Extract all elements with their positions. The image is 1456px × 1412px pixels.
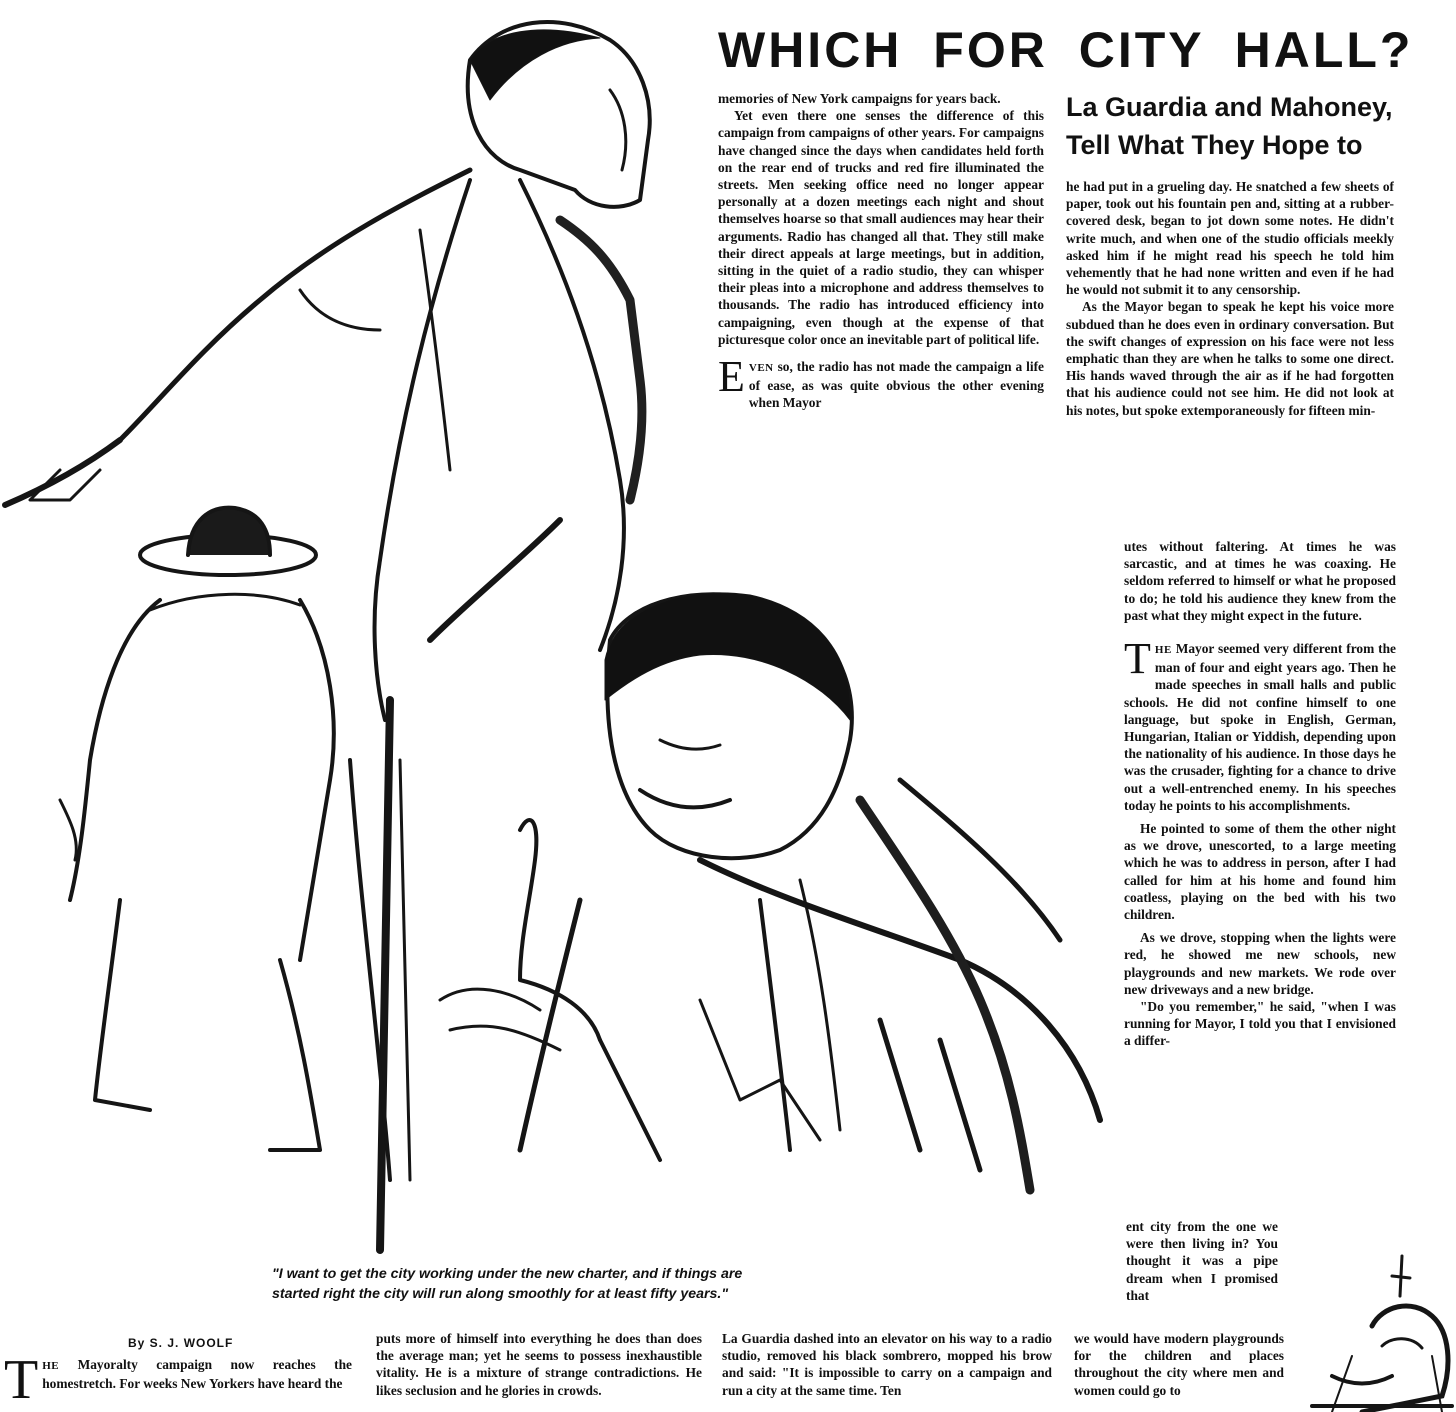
caption-line-2: started right the city will run along smoothly for at least fifty years." [272,1286,729,1302]
bottom-col1-paragraph [4,1356,352,1411]
col2-paragraph-2: Yet even there one senses the difference of this campaign from campaigns of other years. For campaigns have changed since the days when candidates held forth on the rear end of trucks and red fire illuminated the streets. Men seeking office need no longer appear personally at a dozen meetings each night and shout themselves hoarse so that small audiences may hear their arguments. Radio has changed all that. They still make their direct appeals at large meetings, but in addition, sitting in the quiet of a radio studio, they can whisper their pleas into a microphone and address themselves to thousands. The radio has introduced efficiency into campaigning, even though at the expense of that picturesque color once an inevitable part of political life. [718,108,1044,347]
col3-paragraph-2b: utes without faltering. At times he was sarcastic, and at times he was coaxing. He seldom referred to himself or what he proposed to do; he told his audience they knew from the past what they might expect in the future. [1124,539,1396,623]
column-3-bottom [1074,1330,1284,1412]
column-3-narrow [1124,538,1396,1260]
smallcaps-lead: HE [1154,644,1172,657]
bottom-col3-paragraph: La Guardia dashed into an elevator on his way to a radio studio, removed his black sombrero, mopped his brow and said: "It is impossible to carry on a campaign and run a city at the same time. Ten [722,1331,1052,1398]
background-figure-sketch [60,508,334,1150]
bottom-column-2 [376,1330,702,1412]
upper-figure-sketch [5,22,650,1250]
col2-paragraph-3 [718,352,1044,412]
deck [1066,88,1456,164]
col3-paragraph-6: "Do you remember," he said, "when I was running for Mayor, I told you that I envisioned a differ- [1124,999,1396,1049]
illustration-caption [272,1264,892,1304]
small-figure-sketch [1292,1236,1456,1412]
smallcaps-lead: HE [42,1360,60,1372]
lower-figure-sketch [440,593,1100,1190]
dropcap: T [4,1356,39,1411]
dropcap: E [718,352,745,402]
deck-line-1: La Guardia and Mahoney, [1066,92,1393,122]
caption-line-1: "I want to get the city working under the new charter, and if things are [272,1266,743,1282]
col3-paragraph-2: As the Mayor began to speak he kept his voice more subdued than he does even in ordinary conversation. But the swift changes of expression on his face were not less emphatic than they are when he talks to some one direct. His hands waved through the air as if he had forgotten that his audience could not see him. He did not look at his notes, but spoke extemporaneously for fifteen min- [1066,299,1394,418]
col2-paragraph-3-text: so, the radio has not made the campaign a life of ease, as was quite obvious the other evening when Mayor [748,359,1044,411]
byline: By S. J. WOOLF [128,1336,234,1350]
bottom-col2-paragraph: puts more of himself into everything he does than does the average man; yet he seems to possess inexhaustible vitality. He is a mixture of strange contradictions. He likes seclusion and he glories in crowds. [376,1331,702,1398]
dropcap: T [1124,634,1151,684]
column-2 [718,90,1044,542]
col3-paragraph-6b: ent city from the one we were then living in? You thought it was a pipe dream when I promised that [1126,1219,1278,1303]
col3-paragraph-3 [1124,634,1396,814]
col3-paragraph-4: He pointed to some of them the other night as we drove, unescorted, to a large meeting which he was to address in person, after I had called for him at his home and found him coatless, playing on the bed with his two children. [1124,821,1396,923]
col3-paragraph-3-text: Mayor seemed very different from the man of four and eight years ago. Then he made speeches in small halls and public schools. He did not confine himself to one language, but spoke in English, German, Hungarian, Italian or Yiddish, depending upon the nationality of his audience. In those days he was the crusader, fighting for a chance to drive out a well-entrenched enemy. In his speeches today he points to his accomplishments. [1124,641,1396,813]
bottom-col1-text: Mayoralty campaign now reaches the homestretch. For weeks New Yorkers have heard the [42,1357,352,1392]
column-3-top [1066,178,1394,538]
col3-paragraph-6c: we would have modern playgrounds for the children and places throughout the city where men and women could go to [1074,1331,1284,1398]
bottom-column-3 [722,1330,1052,1412]
smallcaps-lead: VEN [748,362,774,375]
col2-paragraph-1: memories of New York campaigns for years back. [718,91,1001,106]
bottom-column-1 [4,1356,352,1412]
column-3-inset [1126,1218,1278,1330]
col3-paragraph-5: As we drove, stopping when the lights were red, he showed me new schools, new playgrounds and new markets. We rode over new driveways and a new bridge. [1124,930,1396,997]
headline: WHICH FOR CITY HALL? [718,22,1414,78]
col3-paragraph-1: he had put in a grueling day. He snatched a few sheets of paper, took out his fountain pen and, sitting at a rubber-covered desk, began to jot down some notes. He didn't write much, and when one of the studio officials meekly asked him if he might read his speech he told him vehemently that he had none written and even if he had he would not submit it to any censorship. [1066,179,1394,298]
deck-line-2: Tell What They Hope to [1066,130,1363,160]
